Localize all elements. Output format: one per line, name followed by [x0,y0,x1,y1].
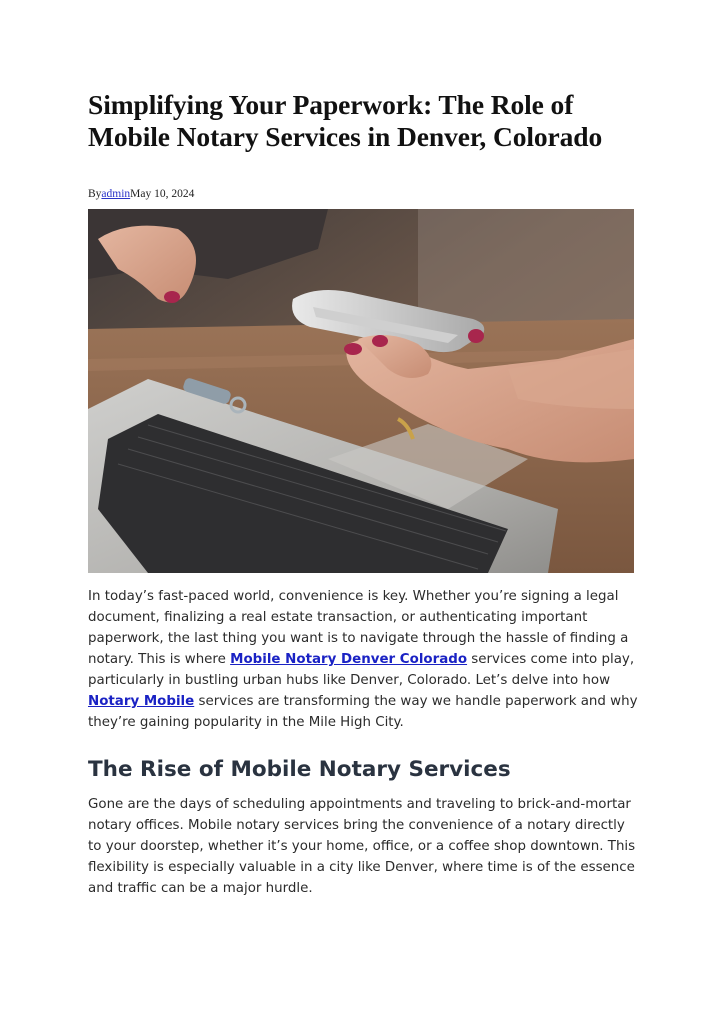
publish-date: May 10, 2024 [130,188,195,200]
intro-text-2: services come into play, particularly in bustling urban hubs like Denver, Colorado. Let’s delve into how [88,652,635,688]
notary-mobile-link[interactable]: Notary Mobile [88,694,195,709]
section-heading: The Rise of Mobile Notary Services [88,757,511,782]
article-title: Simplifying Your Paperwork: The Role of Mobile Notary Services in Denver, Colorado [88,89,603,152]
intro-text-1: In today’s fast-paced world, convenience is key. Whether you’re signing a legal document, finalizing a real estate transaction, or authenticating important paperwork, the last thing you want is to navigate through the hassle of finding a notary. This is where [88,589,629,667]
intro-text-3: services are transforming the way we handle paperwork and why they’re gaining popularity in the Mile High City. [88,694,638,730]
byline [88,187,194,201]
hero-image [88,209,634,573]
byline-prefix: By [88,188,102,200]
intro-paragraph [88,586,638,733]
author-link[interactable]: admin [101,188,131,200]
section-paragraph: Gone are the days of scheduling appointments and traveling to brick-and-mortar notary offices. Mobile notary services bring the convenience of a notary directly to your doorstep, whether it’s your home, office, or a coffee shop downtown. This flexibility is especially valuable in a city like Denver, where time is of the essence and traffic can be a major hurdle. [88,797,636,896]
mobile-notary-denver-link[interactable]: Mobile Notary Denver Colorado [230,652,468,667]
photo-hands-phone-laptop-icon [88,209,634,573]
